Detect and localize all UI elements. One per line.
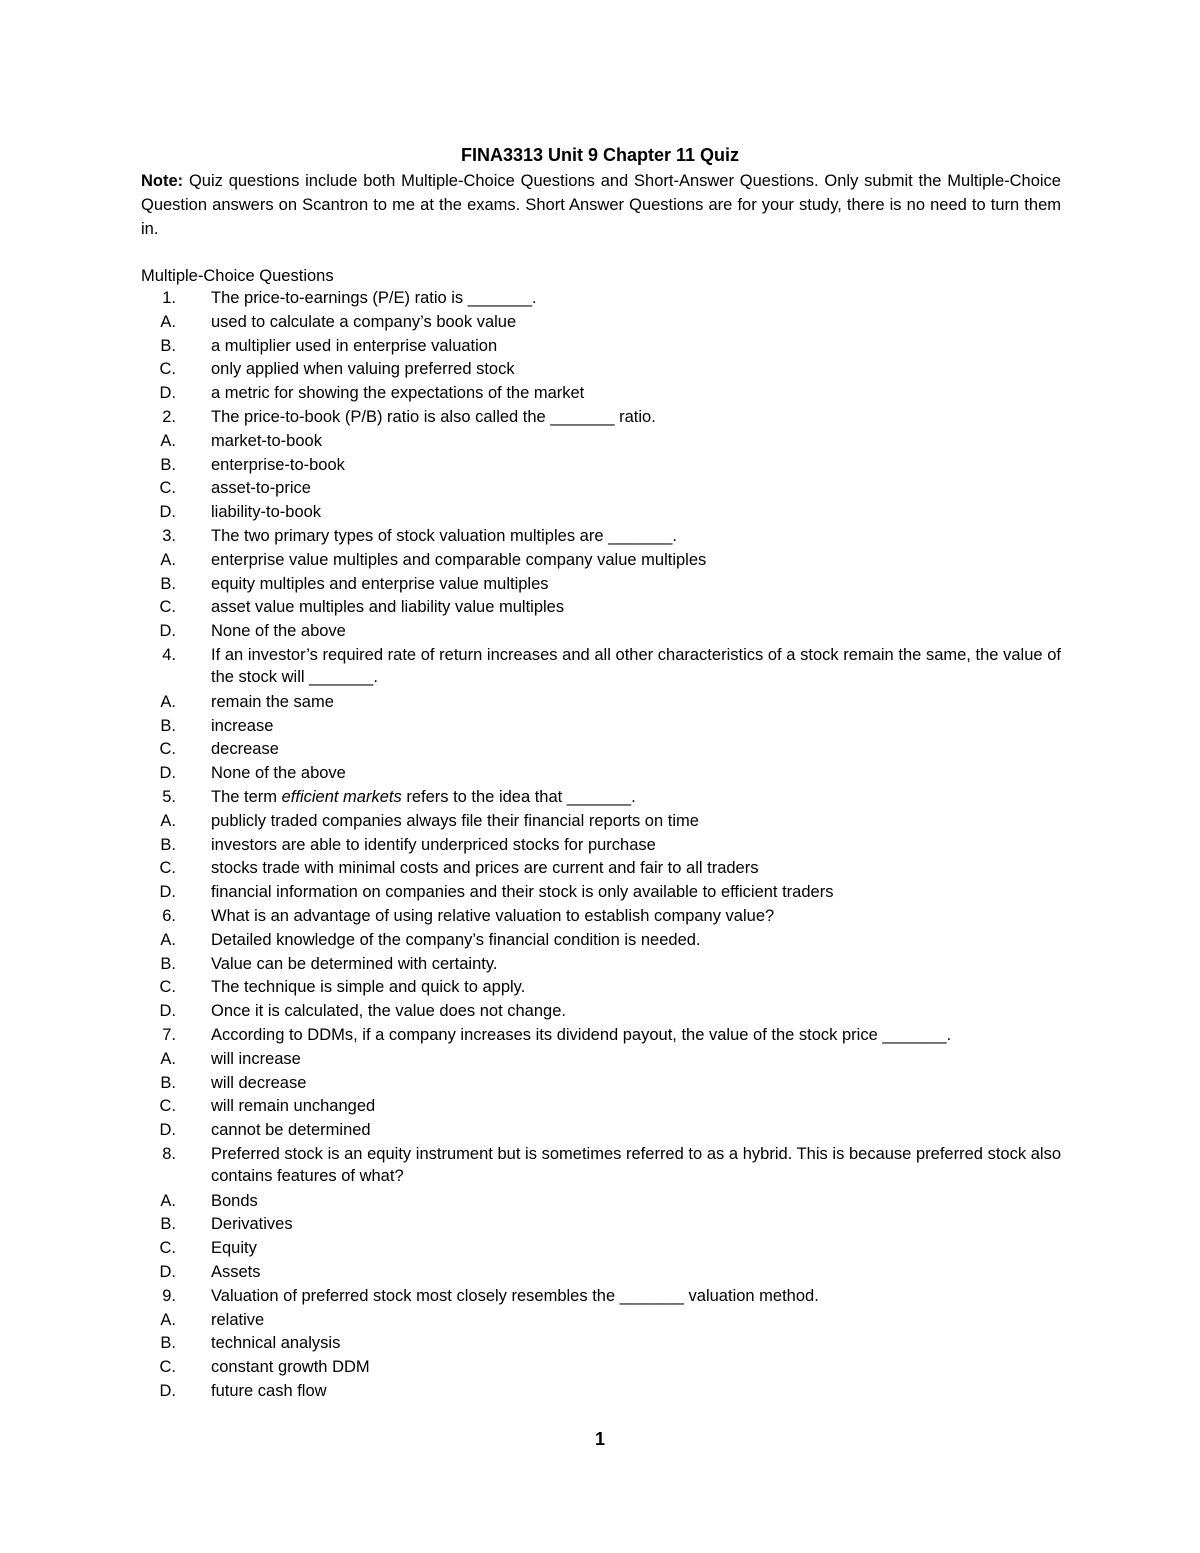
option-letter: C. [159, 978, 176, 997]
option [141, 881, 1061, 903]
option-letter: A. [160, 550, 176, 569]
option-text: stocks trade with minimal costs and prices are current and fair to all traders [211, 859, 759, 878]
note-text: Quiz questions include both Multiple-Choice Questions and Short-Answer Questions. Only submit the Multiple-Choice Question answers on Scantron to me at the exams. Short Answer Questions are for your study, there is no need to turn them in. [141, 172, 1061, 238]
option-letter: A. [160, 692, 176, 711]
option [141, 549, 1061, 571]
question-8 [141, 1143, 1061, 1188]
option-letter: A. [160, 1191, 176, 1210]
option-text: None of the above [211, 764, 346, 783]
option-letter: B. [160, 336, 176, 355]
option [141, 1072, 1061, 1094]
option-letter: A. [160, 811, 176, 830]
note-label: Note: [141, 172, 184, 190]
option-letter: B. [160, 716, 176, 735]
question-list [141, 287, 1061, 1404]
option [141, 953, 1061, 975]
option-letter: A. [160, 312, 176, 331]
question-text-after: refers to the idea that _______. [401, 787, 636, 806]
option [141, 1190, 1061, 1212]
option-text: remain the same [211, 692, 334, 711]
option [141, 715, 1061, 737]
option-letter: D. [159, 622, 176, 641]
question-number: 9. [162, 1286, 176, 1305]
question-number: 2. [162, 407, 176, 426]
question-number: 3. [162, 526, 176, 545]
question-1 [141, 287, 1061, 309]
question-4 [141, 644, 1061, 689]
option-letter: D. [159, 1382, 176, 1401]
question-text-italic: efficient markets [281, 787, 402, 806]
option-letter: C. [159, 1097, 176, 1116]
question-9 [141, 1285, 1061, 1307]
option-text: will remain unchanged [211, 1097, 376, 1116]
option [141, 1048, 1061, 1070]
option-letter: D. [159, 1121, 176, 1140]
option-letter: B. [160, 835, 176, 854]
option-letter: C. [159, 859, 176, 878]
option-letter: D. [159, 1263, 176, 1282]
option-text: technical analysis [211, 1334, 341, 1353]
option-text: None of the above [211, 622, 346, 641]
option-text: relative [211, 1310, 265, 1329]
option [141, 1095, 1061, 1117]
option [141, 1309, 1061, 1331]
option-letter: B. [160, 574, 176, 593]
option-text: a metric for showing the expectations of the market [211, 384, 585, 403]
option [141, 691, 1061, 713]
option-text: Equity [211, 1239, 257, 1258]
option-letter: B. [160, 954, 176, 973]
option [141, 1000, 1061, 1022]
option [141, 501, 1061, 523]
question-number: 7. [162, 1025, 176, 1044]
option [141, 1213, 1061, 1235]
option [141, 1356, 1061, 1378]
option-text: asset-to-price [211, 479, 311, 498]
question-text: If an investor’s required rate of return increases and all other characteristics of a stock remain the same, the value of the stock will _______. [211, 645, 1061, 687]
option-text: future cash flow [211, 1382, 327, 1401]
option-letter: B. [160, 1334, 176, 1353]
option [141, 1332, 1061, 1354]
question-number: 4. [162, 645, 176, 664]
option [141, 1119, 1061, 1141]
option-letter: D. [159, 503, 176, 522]
question-text: What is an advantage of using relative valuation to establish company value? [211, 906, 775, 925]
option-letter: A. [160, 930, 176, 949]
option-text: financial information on companies and their stock is only available to efficient traders [211, 883, 834, 902]
question-7 [141, 1024, 1061, 1046]
option-text: market-to-book [211, 431, 322, 450]
option-letter: C. [159, 740, 176, 759]
option-letter: B. [160, 1073, 176, 1092]
section-heading: Multiple-Choice Questions [141, 267, 334, 285]
option-letter: D. [159, 883, 176, 902]
question-number: 1. [162, 289, 176, 307]
option [141, 311, 1061, 333]
question-2 [141, 406, 1061, 428]
option [141, 358, 1061, 380]
option-text: equity multiples and enterprise value multiples [211, 574, 549, 593]
question-6 [141, 905, 1061, 927]
option [141, 857, 1061, 879]
option-letter: A. [160, 1049, 176, 1068]
option [141, 929, 1061, 951]
option [141, 810, 1061, 832]
option-text: enterprise value multiples and comparable company value multiples [211, 550, 707, 569]
option [141, 430, 1061, 452]
option-text: The technique is simple and quick to apply. [211, 978, 526, 997]
question-number: 5. [162, 787, 176, 806]
option-text: Assets [211, 1263, 261, 1282]
option-letter: B. [160, 455, 176, 474]
question-number: 6. [162, 906, 176, 925]
option [141, 834, 1061, 856]
option-text: cannot be determined [211, 1121, 371, 1140]
option-text: investors are able to identify underpriced stocks for purchase [211, 835, 656, 854]
option [141, 335, 1061, 357]
option [141, 454, 1061, 476]
option [141, 477, 1061, 499]
option [141, 976, 1061, 998]
option [141, 762, 1061, 784]
option-text: publicly traded companies always file their financial reports on time [211, 811, 699, 830]
option-text: only applied when valuing preferred stock [211, 360, 515, 379]
option-letter: C. [159, 479, 176, 498]
question-text: The two primary types of stock valuation multiples are _______. [211, 526, 677, 545]
option-text: Derivatives [211, 1215, 293, 1234]
option-text: a multiplier used in enterprise valuation [211, 336, 498, 355]
option-text: used to calculate a company’s book value [211, 312, 517, 331]
option-letter: C. [159, 360, 176, 379]
option [141, 738, 1061, 760]
option-letter: C. [159, 598, 176, 617]
option-text: enterprise-to-book [211, 455, 345, 474]
question-text: According to DDMs, if a company increases its dividend payout, the value of the stock price _______. [211, 1025, 952, 1044]
option-letter: B. [160, 1215, 176, 1234]
option [141, 620, 1061, 642]
quiz-note [141, 169, 1061, 241]
question-text [211, 786, 1061, 808]
option-text: constant growth DDM [211, 1358, 370, 1377]
option [141, 573, 1061, 595]
option [141, 1237, 1061, 1259]
option-text: increase [211, 716, 274, 735]
question-5 [141, 786, 1061, 808]
question-number: 8. [162, 1144, 176, 1163]
option-text: Detailed knowledge of the company’s financial condition is needed. [211, 930, 701, 949]
option-text: Once it is calculated, the value does not change. [211, 1002, 566, 1021]
option-letter: C. [159, 1239, 176, 1258]
option-letter: A. [160, 1310, 176, 1329]
option [141, 596, 1061, 618]
option-text: asset value multiples and liability value multiples [211, 598, 565, 617]
option-letter: A. [160, 431, 176, 450]
option-text: will decrease [211, 1073, 307, 1092]
option [141, 382, 1061, 404]
option-text: Value can be determined with certainty. [211, 954, 498, 973]
quiz-title: FINA3313 Unit 9 Chapter 11 Quiz [460, 145, 740, 165]
option-text: decrease [211, 740, 279, 759]
question-text: Preferred stock is an equity instrument but is sometimes referred to as a hybrid. This is because preferred stock also contains features of what? [211, 1144, 1061, 1186]
option [141, 1261, 1061, 1283]
question-3 [141, 525, 1061, 547]
question-text-before: The term [211, 787, 282, 806]
option [141, 1380, 1061, 1402]
option-letter: C. [159, 1358, 176, 1377]
option-text: liability-to-book [211, 503, 322, 522]
option-letter: D. [159, 764, 176, 783]
question-text: The price-to-book (P/B) ratio is also called the _______ ratio. [211, 407, 656, 426]
question-text: Valuation of preferred stock most closely resembles the _______ valuation method. [211, 1286, 819, 1305]
question-text: The price-to-earnings (P/E) ratio is _______. [211, 289, 537, 307]
option-letter: D. [159, 1002, 176, 1021]
page-number: 1 [594, 1429, 605, 1449]
option-letter: D. [159, 384, 176, 403]
option-text: will increase [211, 1049, 301, 1068]
option-text: Bonds [211, 1191, 258, 1210]
